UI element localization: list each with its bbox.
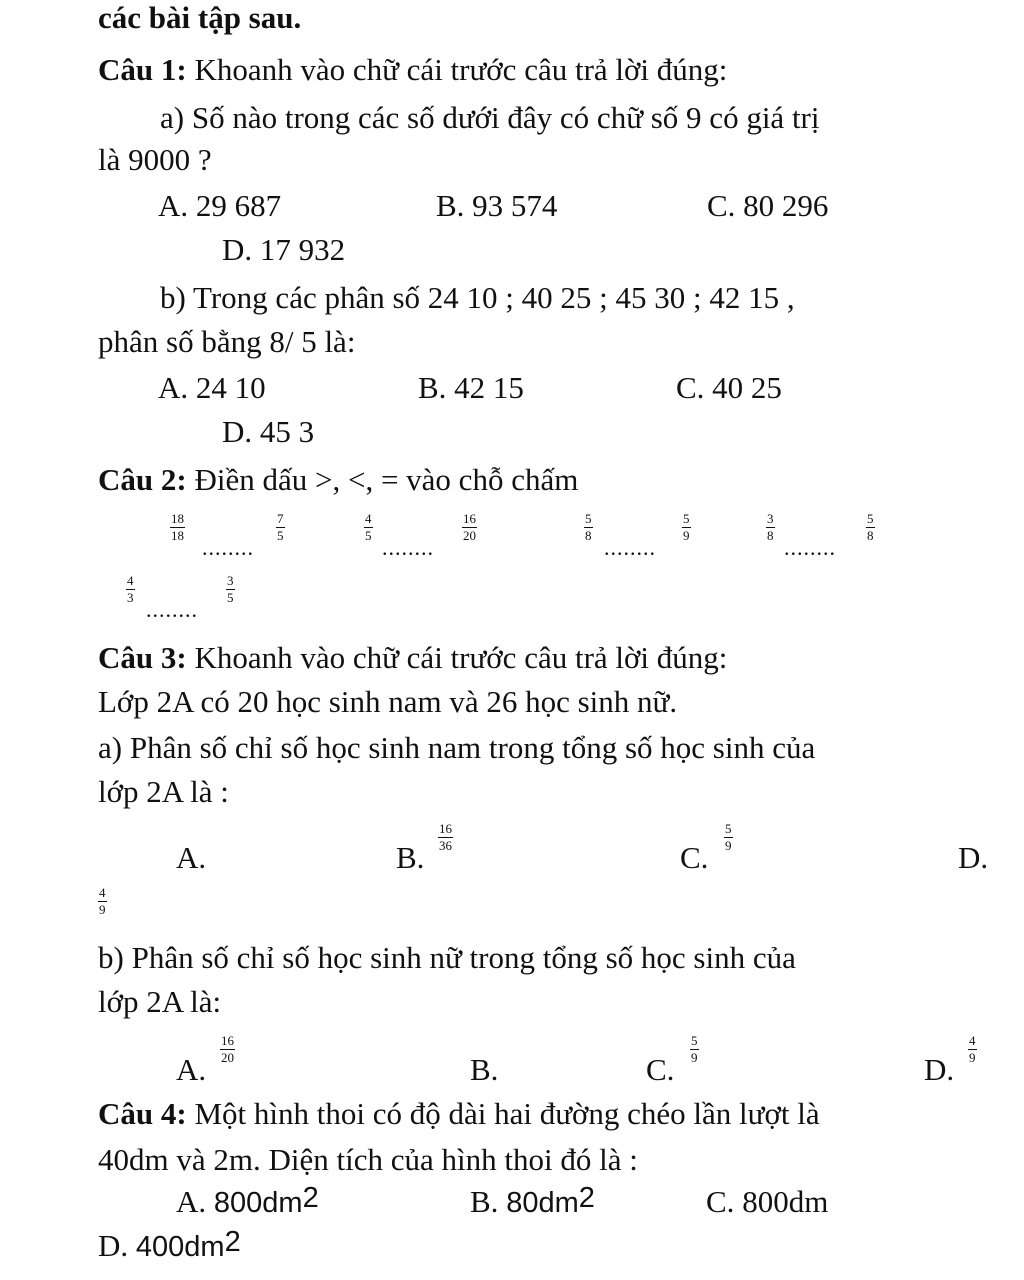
option-4-B[interactable]: B. $80dm^2$: [470, 1182, 595, 1219]
question-3-title: Câu 3:: [98, 640, 187, 675]
fraction-3b-A: $\frac{16}{20}$: [221, 1033, 234, 1065]
fraction-3a-D: $\frac{4}{9}$: [99, 885, 106, 917]
option-4-D[interactable]: D. $400dm^2$: [98, 1226, 241, 1263]
fraction-right-4: $\frac{5}{8}$: [867, 511, 874, 543]
question-3b-text: b) Phân số chỉ số học sinh nữ trong tổng số học sinh của: [98, 940, 796, 975]
option-3b-A[interactable]: A.: [176, 1052, 207, 1087]
fraction-3b-C: $\frac{5}{9}$: [691, 1033, 698, 1065]
blank-3[interactable]: ........: [604, 535, 656, 560]
fraction-right-2: $\frac{16}{20}$: [463, 511, 476, 543]
fraction-right-5: $\frac{3}{5}$: [227, 573, 234, 605]
question-1a-text-cont: là 9000 ?: [98, 142, 212, 177]
question-1-instruction: Khoanh vào chữ cái trước câu trả lời đúng:: [186, 52, 728, 87]
question-2-title: Câu 2:: [98, 462, 187, 497]
question-1-header: [98, 52, 727, 88]
option-3a-D[interactable]: D.: [958, 840, 989, 875]
option-3a-A[interactable]: A.: [176, 840, 207, 875]
option-1a-D[interactable]: D. 17 932: [222, 232, 346, 267]
blank-4[interactable]: ........: [784, 535, 836, 560]
question-3-context: Lớp 2A có 20 học sinh nam và 26 học sinh nữ.: [98, 684, 678, 719]
option-1b-A[interactable]: A. 24 10: [158, 370, 266, 405]
option-3a-B[interactable]: B.: [396, 840, 425, 875]
fraction-left-3: $\frac{5}{8}$: [585, 511, 592, 543]
option-1b-B[interactable]: B. 42 15: [418, 370, 524, 405]
question-3a-text-cont: lớp 2A là :: [98, 774, 229, 809]
option-4-A[interactable]: A. $800dm^2$: [176, 1182, 319, 1219]
question-4-text: Một hình thoi có độ dài hai đường chéo lần lượt là: [186, 1096, 820, 1131]
question-3-header: [98, 640, 727, 676]
blank-5[interactable]: ........: [146, 597, 198, 622]
option-3b-D[interactable]: D.: [924, 1052, 955, 1087]
fraction-left-1: $\frac{18}{18}$: [171, 511, 184, 543]
question-1b-text-cont: phân số bằng 8/ 5 là:: [98, 324, 356, 359]
option-1b-D[interactable]: D. 45 3: [222, 414, 315, 449]
option-3b-C[interactable]: C.: [646, 1052, 675, 1087]
fraction-left-4: $\frac{3}{8}$: [767, 511, 774, 543]
question-1a-text: a) Số nào trong các số dưới đây có chữ số 9 có giá trị: [160, 100, 820, 135]
blank-1[interactable]: ........: [202, 535, 254, 560]
blank-2[interactable]: ........: [382, 535, 434, 560]
option-4-C[interactable]: C. 800dm: [706, 1184, 829, 1219]
question-2-instruction: Điền dấu >, <, = vào chỗ chấm: [186, 462, 579, 497]
question-3b-text-cont: lớp 2A là:: [98, 984, 222, 1019]
question-4-title: Câu 4:: [98, 1096, 187, 1131]
fraction-3a-B: $\frac{16}{36}$: [439, 821, 452, 853]
question-3a-text: a) Phân số chỉ số học sinh nam trong tổng số học sinh của: [98, 730, 816, 765]
option-1b-C[interactable]: C. 40 25: [676, 370, 782, 405]
question-4-text-cont: 40dm và 2m. Diện tích của hình thoi đó là :: [98, 1142, 638, 1177]
option-1a-B[interactable]: B. 93 574: [436, 188, 558, 223]
fraction-right-1: $\frac{7}{5}$: [277, 511, 284, 543]
question-1b-text: b) Trong các phân số 24 10 ; 40 25 ; 45 30 ; 42 15 ,: [160, 280, 795, 315]
option-3b-B[interactable]: B.: [470, 1052, 499, 1087]
option-3a-C[interactable]: C.: [680, 840, 709, 875]
question-3-instruction: Khoanh vào chữ cái trước câu trả lời đúng:: [186, 640, 728, 675]
question-1-title: Câu 1:: [98, 52, 187, 87]
question-2-header: [98, 462, 578, 498]
question-4-header: [98, 1096, 820, 1132]
fraction-3b-D: $\frac{4}{9}$: [969, 1033, 976, 1065]
fraction-3a-C: $\frac{5}{9}$: [725, 821, 732, 853]
option-1a-C[interactable]: C. 80 296: [707, 188, 829, 223]
section-heading: các bài tập sau.: [98, 0, 302, 35]
fraction-left-5: $\frac{4}{3}$: [127, 573, 134, 605]
fraction-left-2: $\frac{4}{5}$: [365, 511, 372, 543]
fraction-right-3: $\frac{5}{9}$: [683, 511, 690, 543]
option-1a-A[interactable]: A. 29 687: [158, 188, 282, 223]
